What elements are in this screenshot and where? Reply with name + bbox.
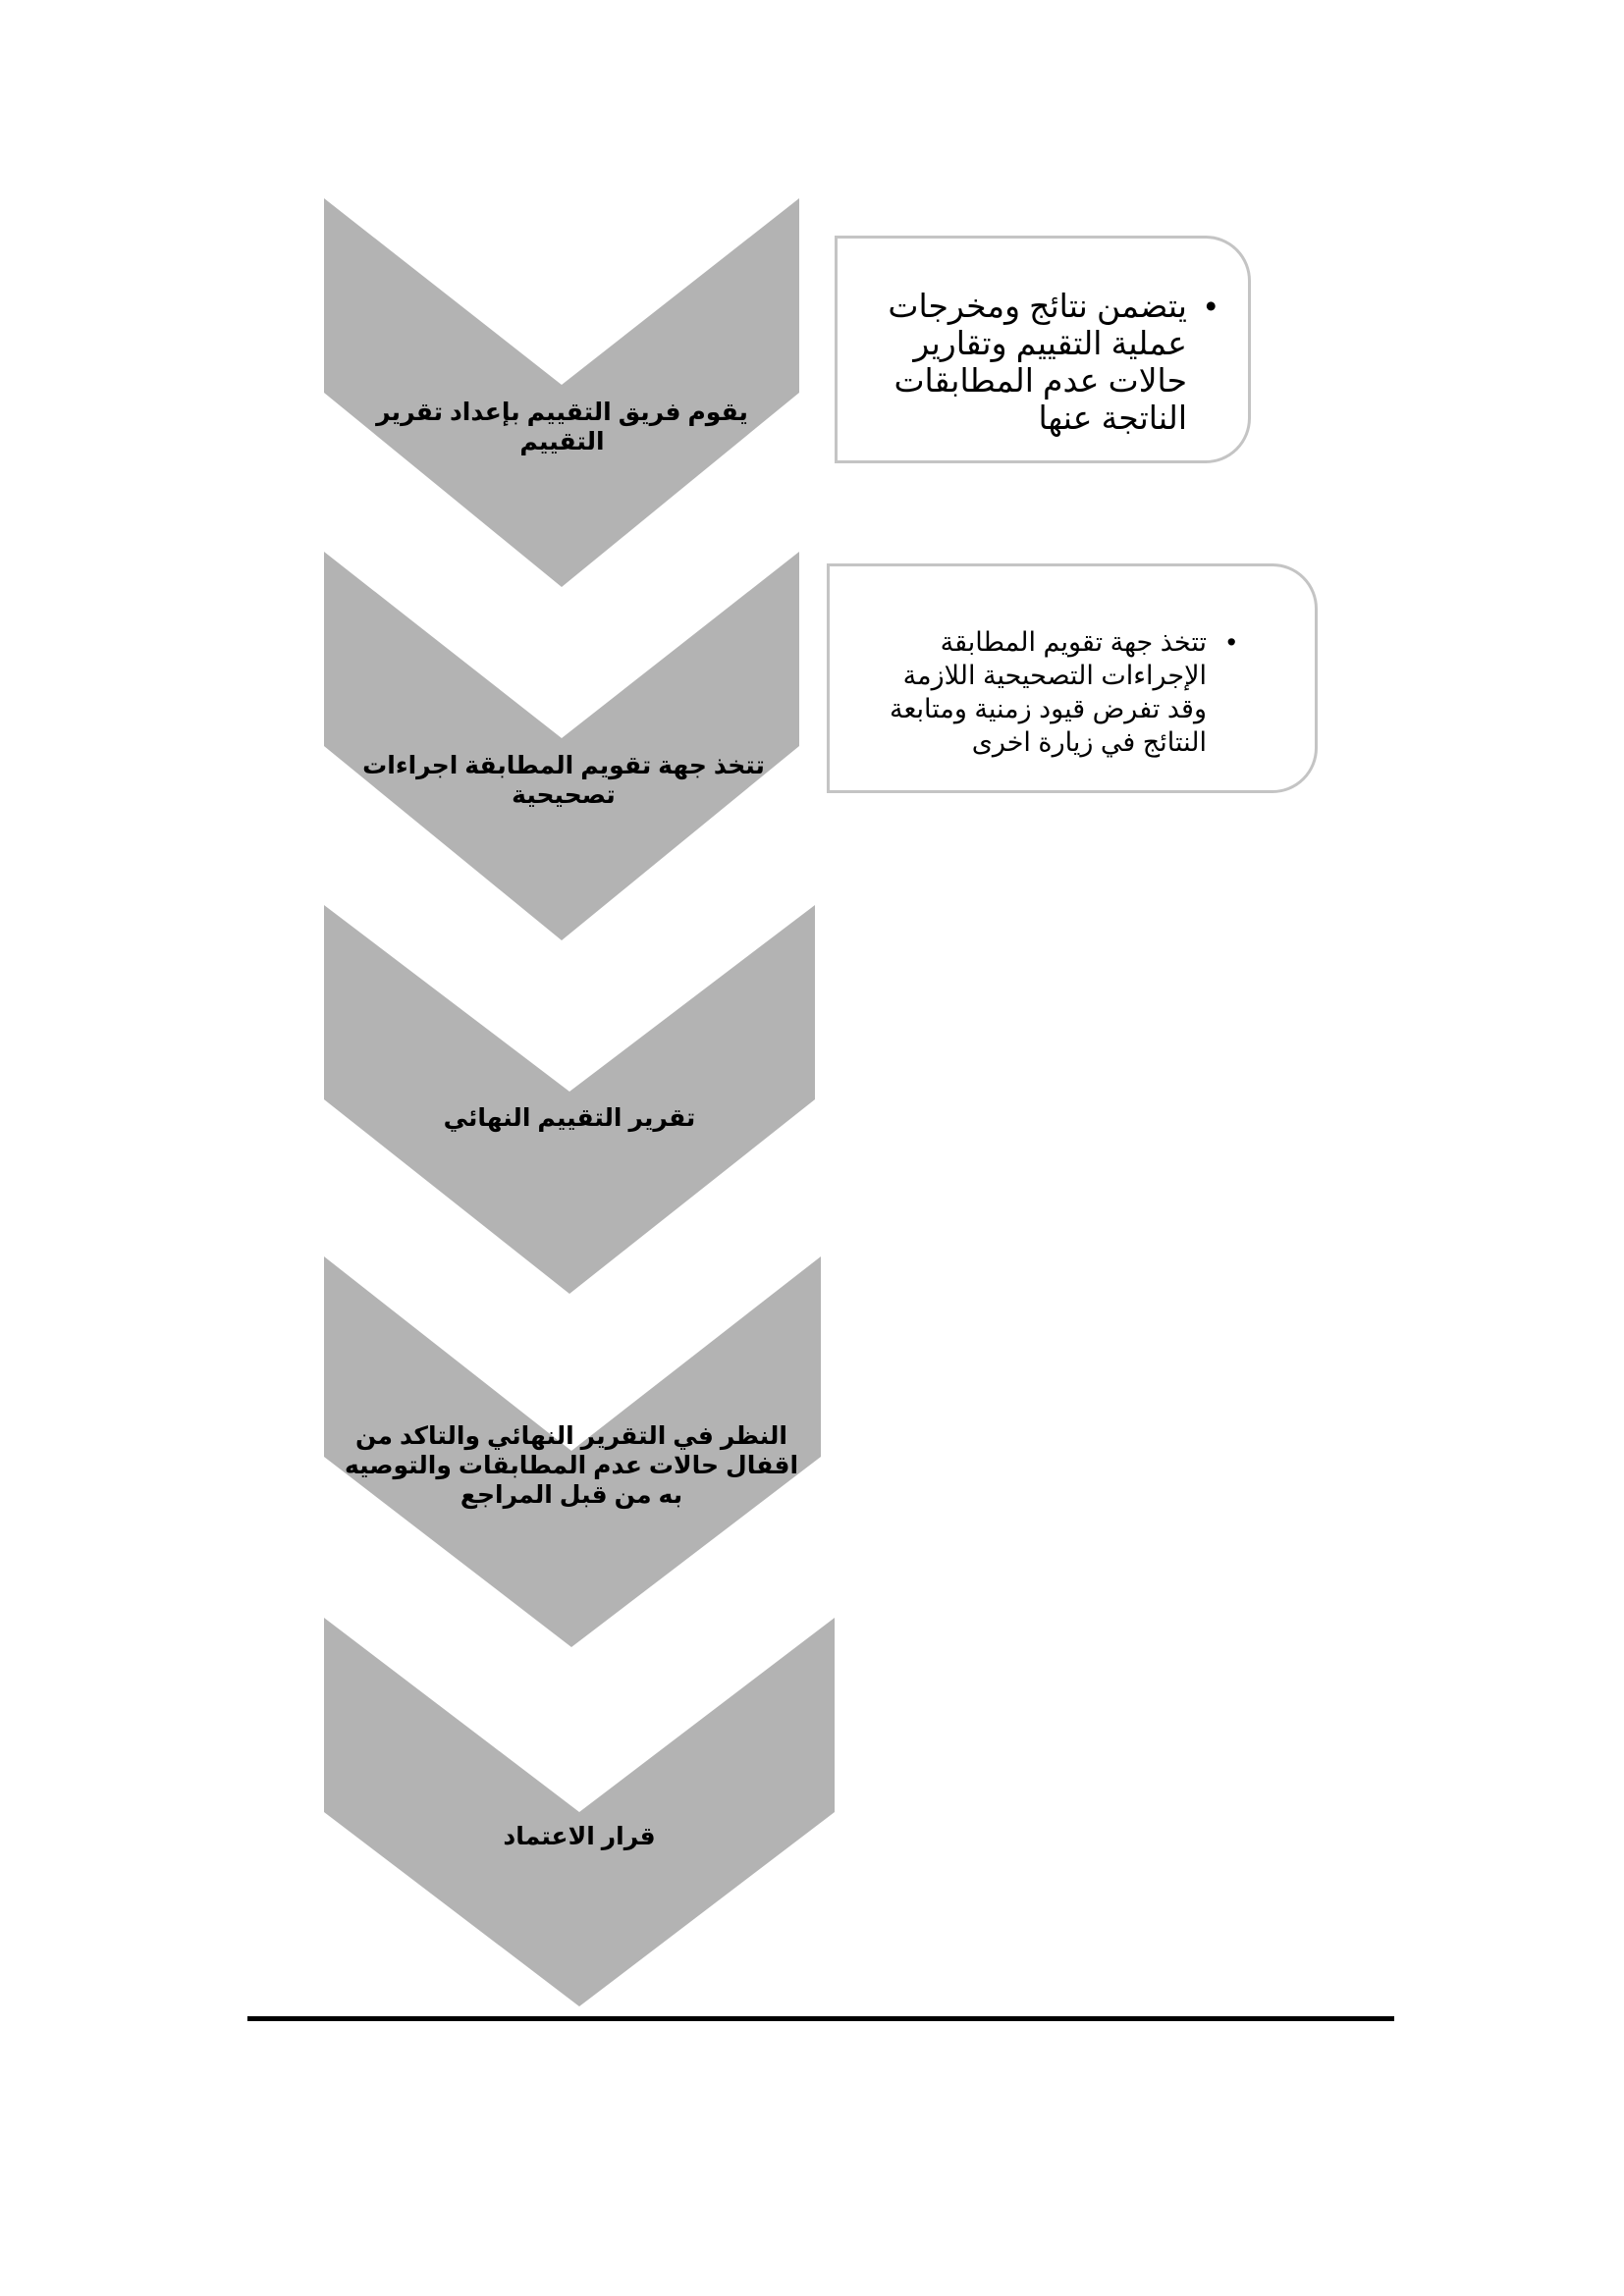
step-3-label: تقرير التقييم النهائي xyxy=(443,1104,696,1132)
step-5-label: قرار الاعتماد xyxy=(503,1823,656,1850)
footer-divider xyxy=(247,2016,1394,2021)
chevron-step-5 xyxy=(324,1618,835,2006)
note-2-text: • تتخذ جهة تقويم المطابقة الإجراءات التصحيحية اللازمة وقد تفرض قيود زمنية ومتابعة النتائج في زيارة اخرى xyxy=(869,625,1207,759)
chevron-step-1 xyxy=(324,198,799,587)
note-1-text: • يتضمن نتائج ومخرجات عملية التقييم وتقارير حالات عدم المطابقات الناتجة عنها xyxy=(855,288,1187,437)
step-4-label: النظر في التقرير النهائي والتاكد من اقفال حالات عدم المطابقات والتوصيه به من قبل المراجع xyxy=(344,1422,799,1509)
chevron-step-2 xyxy=(324,552,799,940)
note-box-step-2 xyxy=(827,563,1318,793)
note-box-step-1 xyxy=(835,236,1251,463)
step-2-label: تتخذ جهة تقويم المطابقة اجراءات تصحيحية xyxy=(362,752,765,809)
step-1-label: يقوم فريق التقييم بإعداد تقرير التقييم xyxy=(376,399,748,455)
chevron-step-3 xyxy=(324,905,815,1294)
